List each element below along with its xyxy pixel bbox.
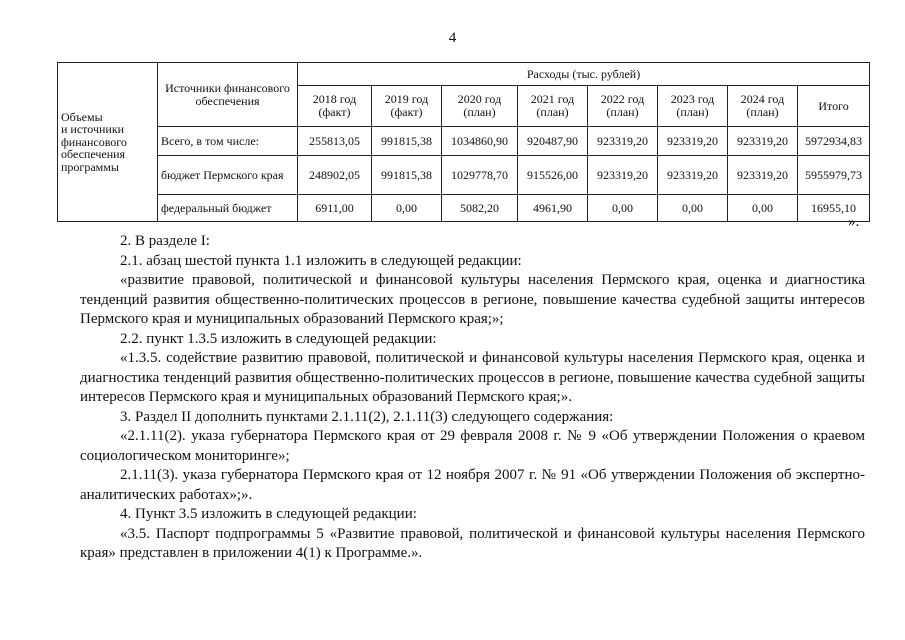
paragraph: «развитие правовой, политической и финансовой культуры населения Пермского края, оценка и диагностика тенденций развития общественно-политических процессов в регионе, повышение качества судебной защиты интересов Пермского края и муниципальных образований Пермского края;»;: [80, 272, 865, 327]
paragraph: «1.3.5. содействие развитию правовой, политической и финансовой культуры населения Пермского края, оценка и диагностика тенденций развития общественно-политических процессов в регионе, повышение качества судебной защиты интересов Пермского края и муниципальных образований Пермского края;».: [80, 350, 865, 405]
paragraph: 2.1. абзац шестой пункта 1.1 изложить в следующей редакции:: [120, 252, 522, 269]
value-cell: 991815,38: [372, 156, 442, 195]
row-title-cell: [58, 63, 158, 222]
table-row: [58, 156, 870, 195]
paragraph: «3.5. Паспорт подпрограммы 5 «Развитие правовой, политической и финансовой культуры населения Пермского края» представлен в приложении 4(1) к Программе.».: [80, 525, 865, 561]
paragraph: 4. Пункт 3.5 изложить в следующей редакции:: [120, 506, 417, 522]
value-cell: 923319,20: [588, 127, 658, 156]
value-cell: 5082,20: [442, 195, 518, 222]
value-cell: 923319,20: [588, 156, 658, 195]
value-cell: 0,00: [728, 195, 798, 222]
source-label: федеральный бюджет: [158, 195, 298, 222]
value-cell: 923319,20: [728, 156, 798, 195]
value-cell: 255813,05: [298, 127, 372, 156]
value-cell: 4961,90: [518, 195, 588, 222]
value-cell: 1034860,90: [442, 127, 518, 156]
paragraph: 3. Раздел II дополнить пунктами 2.1.11(2), 2.1.11(3) следующего содержания:: [120, 408, 614, 425]
year-header: 2022 год (план): [588, 86, 658, 127]
value-cell: 915526,00: [518, 156, 588, 195]
table-row: [58, 195, 870, 222]
year-header: 2018 год (факт): [298, 86, 372, 127]
table-row: [58, 127, 870, 156]
value-cell: 0,00: [588, 195, 658, 222]
value-cell: 991815,38: [372, 127, 442, 156]
value-cell: 6911,00: [298, 195, 372, 222]
closing-quote-mark: ».: [848, 214, 860, 230]
total-header: Итого: [798, 86, 870, 127]
total-cell: 5955979,73: [798, 156, 870, 195]
paragraph: 2.1.11(3). указа губернатора Пермского края от 12 ноября 2007 г. № 91 «Об утверждении Положения об экспертно-аналитических работах»;».: [80, 467, 865, 503]
sources-header: Источники финансового обеспечения: [158, 63, 298, 127]
value-cell: 923319,20: [728, 127, 798, 156]
value-cell: 923319,20: [658, 127, 728, 156]
document-body: [80, 232, 865, 564]
value-cell: 248902,05: [298, 156, 372, 195]
value-cell: 0,00: [372, 195, 442, 222]
year-header: 2020 год (план): [442, 86, 518, 127]
paragraph: 2. В разделе I:: [120, 233, 210, 249]
year-header: 2019 год (факт): [372, 86, 442, 127]
source-label: Всего, в том числе:: [158, 127, 298, 156]
source-label: бюджет Пермского края: [158, 156, 298, 195]
total-cell: 16955,10: [798, 195, 870, 222]
value-cell: 923319,20: [658, 156, 728, 195]
table-header-row: [58, 63, 870, 86]
page-number: 4: [448, 30, 457, 46]
financing-table: [57, 62, 870, 222]
value-cell: 0,00: [658, 195, 728, 222]
year-header: 2023 год (план): [658, 86, 728, 127]
year-header: 2024 год (план): [728, 86, 798, 127]
value-cell: 920487,90: [518, 127, 588, 156]
paragraph: 2.2. пункт 1.3.5 изложить в следующей редакции:: [120, 330, 437, 347]
row-title: Объемы и источники финансового обеспечения программы: [61, 109, 127, 174]
value-cell: 1029778,70: [442, 156, 518, 195]
year-header: 2021 год (план): [518, 86, 588, 127]
paragraph: «2.1.11(2). указа губернатора Пермского края от 29 февраля 2008 г. № 9 «Об утверждении Положения о краевом социологическом мониторинге»;: [80, 428, 865, 464]
expenses-header: Расходы (тыс. рублей): [298, 63, 870, 86]
total-cell: 5972934,83: [798, 127, 870, 156]
